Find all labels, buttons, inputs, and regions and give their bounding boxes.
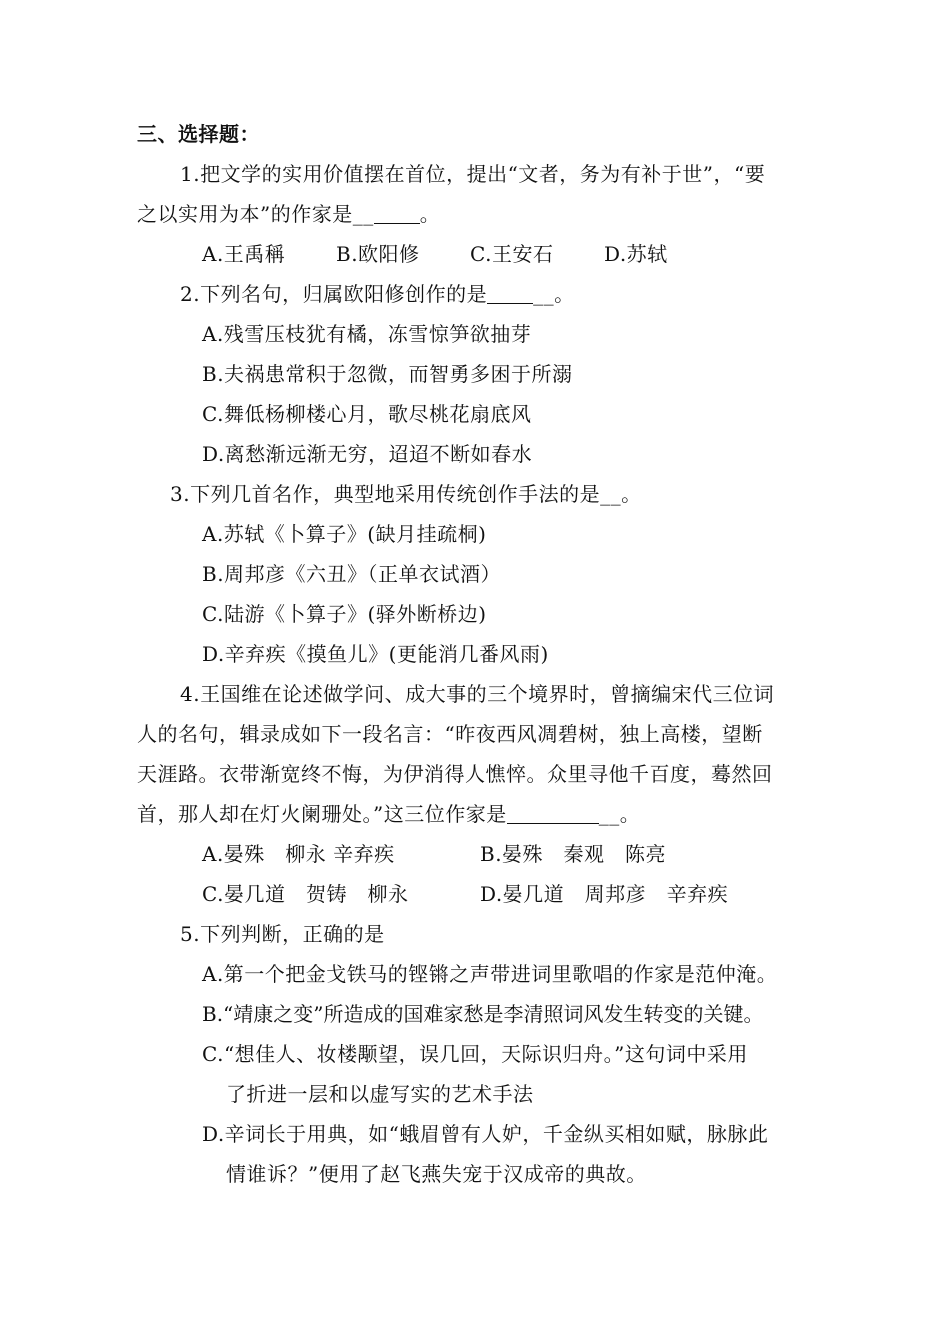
question-4-option-c: C.晏几道 贺铸 柳永 <box>202 882 409 906</box>
question-2-option-a: A.残雪压枝犹有橘，冻雪惊笋欲抽芽 <box>202 322 532 346</box>
question-2-option-b: B.夫祸患常积于忽微，而智勇多困于所溺 <box>202 362 573 386</box>
question-1-option-b: B.欧阳修 <box>336 242 420 266</box>
question-1-stem-line-1: 1.把文学的实用价值摆在首位，提出“文者，务为有补于世”，“要 <box>180 162 766 186</box>
question-5-option-d-line-1: D.辛词长于用典，如“蛾眉曾有人妒，千金纵买相如赋，脉脉此 <box>202 1122 769 1146</box>
question-3-option-d: D.辛弃疾《摸鱼儿》(更能消几番风雨) <box>202 642 549 666</box>
question-1-stem-text: 之以实用为本”的作家是__ <box>137 202 374 226</box>
section-title: 三、选择题： <box>137 122 260 146</box>
question-5-option-d-line-2: 情谁诉？”便用了赵飞燕失宠于汉成帝的典故。 <box>226 1162 647 1186</box>
answer-blank <box>374 203 420 224</box>
question-2-option-d: D.离愁渐远渐无穷，迢迢不断如春水 <box>202 442 533 466</box>
question-5-option-a: A.第一个把金戈铁马的铿锵之声带进词里歌唱的作家是范仲淹。 <box>202 962 778 986</box>
question-2-stem-end: __。 <box>533 282 575 306</box>
question-4-stem-text: 首，那人却在灯火阑珊处。”这三位作家是 <box>137 802 507 826</box>
question-4-stem-line-1: 4.王国维在论述做学问、成大事的三个境界时，曾摘编宋代三位词 <box>180 682 775 706</box>
question-1-stem-end: 。 <box>419 202 441 226</box>
question-1-stem-line-2 <box>137 199 440 229</box>
question-4-option-d: D.晏几道 周邦彦 辛弃疾 <box>480 882 729 906</box>
question-3-option-c: C.陆游《卜算子》(驿外断桥边) <box>202 602 487 626</box>
question-4-stem-end: __。 <box>598 802 641 826</box>
question-2-option-c: C.舞低杨柳楼心月，歌尽桃花扇底风 <box>202 402 532 426</box>
question-5-option-c-line-2: 了折进一层和以虚写实的艺术手法 <box>226 1082 534 1106</box>
question-2-stem <box>180 279 575 309</box>
question-4-stem-line-3: 天涯路。衣带渐宽终不悔，为伊消得人憔悴。众里寻他千百度，蓦然回 <box>137 762 773 786</box>
question-3-stem: 3.下列几首名作，典型地采用传统创作手法的是__。 <box>170 482 642 506</box>
question-5-option-c-line-1: C.“想佳人、妆楼颙望，误几回，天际识归舟。”这句词中采用 <box>202 1042 748 1066</box>
question-4-stem-line-2: 人的名句，辑录成如下一段名言：“昨夜西风凋碧树，独上高楼，望断 <box>137 722 763 746</box>
question-4-option-b: B.晏殊 秦观 陈亮 <box>480 842 667 866</box>
question-2-stem-text: 2.下列名句，归属欧阳修创作的是 <box>180 282 488 306</box>
answer-blank <box>487 283 533 304</box>
question-1-option-d: D.苏轼 <box>604 242 668 266</box>
question-5-stem: 5.下列判断，正确的是 <box>180 922 385 946</box>
answer-blank <box>507 803 599 824</box>
question-1-option-a: A.王禹稱 <box>202 242 286 266</box>
question-1-option-c: C.王安石 <box>470 242 554 266</box>
question-5-option-b: B.“靖康之变”所造成的国难家愁是李清照词风发生转变的关键。 <box>202 1002 764 1026</box>
question-4-option-a: A.晏殊 柳永 辛弃疾 <box>202 842 395 866</box>
question-3-option-b: B.周邦彦《六丑》（正单衣试酒） <box>202 562 502 586</box>
question-3-option-a: A.苏轼《卜算子》(缺月挂疏桐) <box>202 522 487 546</box>
question-4-stem-line-4 <box>137 799 640 829</box>
